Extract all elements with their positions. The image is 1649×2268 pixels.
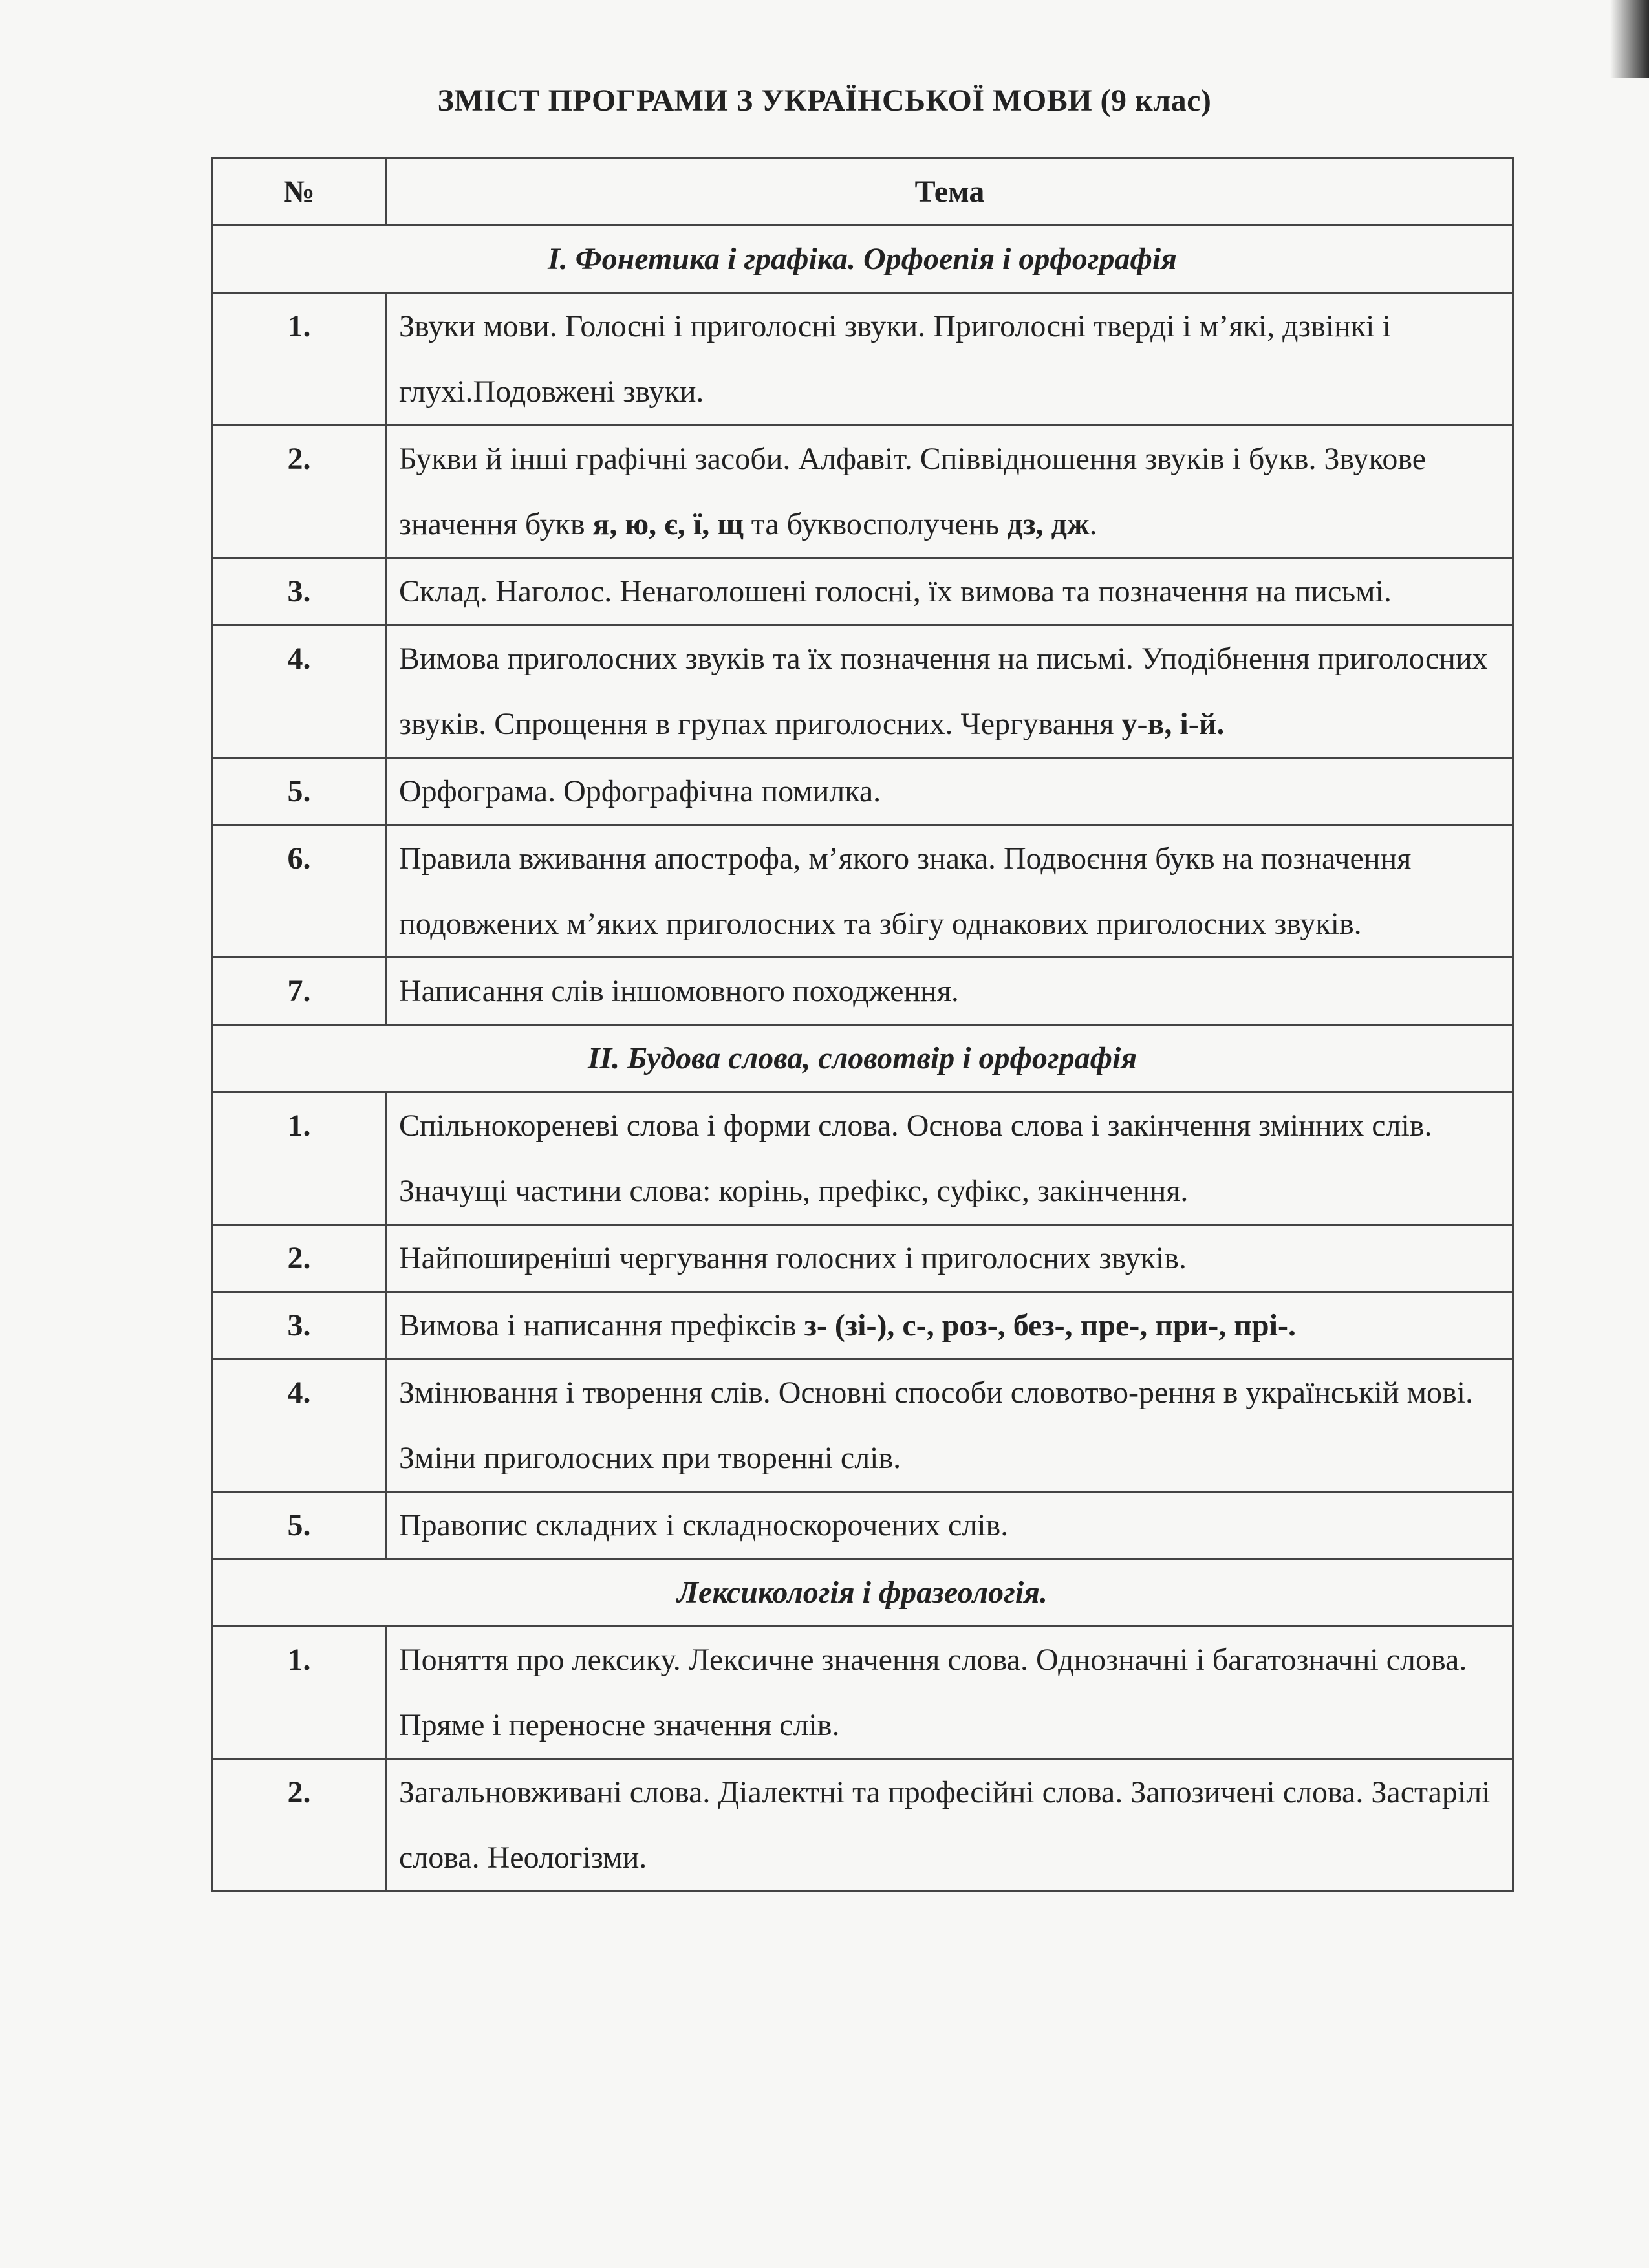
topic-number: 5. [212, 758, 387, 825]
topic-text: Звуки мови. Голосні і приголосні звуки. Приголосні тверді і м’які, дзвінкі і глухі.Подовжені звуки. [387, 293, 1513, 426]
topic-row [212, 1759, 1513, 1892]
topic-row [212, 293, 1513, 426]
scan-edge-shadow [1610, 0, 1649, 78]
topic-number: 1. [212, 1092, 387, 1225]
topic-text: Поняття про лексику. Лексичне значення слова. Однозначні і багатозначні слова. Пряме і переносне значення слів. [387, 1626, 1513, 1759]
topic-number: 7. [212, 958, 387, 1025]
section-title: Лексикологія і фразеологія. [212, 1559, 1513, 1626]
topic-text: Правопис складних і складноскорочених слів. [387, 1492, 1513, 1559]
topic-text: Спільнокореневі слова і форми слова. Основа слова і закінчення змінних слів. Значущі частини слова: корінь, префікс, суфікс, закінчення. [387, 1092, 1513, 1225]
topic-text: Вимова приголосних звуків та їх позначення на письмі. Уподібнення приголосних звуків. Спрощення в групах приголосних. Чергування у-в, і-й. [387, 625, 1513, 758]
section-row [212, 226, 1513, 293]
topic-text: Правила вживання апострофа, м’якого знака. Подвоєння букв на позначення подовжених м’яких приголосних та збігу однакових приголосних звуків. [387, 825, 1513, 958]
topic-text: Написання слів іншомовного походження. [387, 958, 1513, 1025]
topic-text-emphasis: з- (зі-), с-, роз-, без-, пре-, при-, прі-. [804, 1308, 1296, 1343]
topic-number: 2. [212, 1225, 387, 1292]
topic-row [212, 1292, 1513, 1359]
topic-text-emphasis: я, ю, є, ї, щ [592, 507, 744, 541]
table-header-row [212, 158, 1513, 226]
topic-number: 1. [212, 293, 387, 426]
topic-text: Найпоширеніші чергування голосних і приголосних звуків. [387, 1225, 1513, 1292]
section-row [212, 1559, 1513, 1626]
topic-text: Змінювання і творення слів. Основні способи словотво-рення в українській мові. Зміни приголосних при творенні слів. [387, 1359, 1513, 1492]
topic-row [212, 758, 1513, 825]
program-table-body [212, 158, 1513, 1892]
header-topic: Тема [387, 158, 1513, 226]
topic-text: Букви й інші графічні засоби. Алфавіт. Співвідношення звуків і букв. Звукове значення букв я, ю, є, ї, щ та буквосполучень дз, дж. [387, 426, 1513, 558]
topic-number: 3. [212, 1292, 387, 1359]
topic-number: 4. [212, 1359, 387, 1492]
topic-text-emphasis: дз, дж [1007, 507, 1090, 541]
topic-text: Загальновживані слова. Діалектні та професійні слова. Запозичені слова. Застарілі слова. Неологізми. [387, 1759, 1513, 1892]
document-title: ЗМІСТ ПРОГРАМИ З УКРАЇНСЬКОЇ МОВИ (9 клас) [437, 83, 1212, 118]
header-number: № [212, 158, 387, 226]
topic-text: Склад. Наголос. Ненаголошені голосні, їх вимова та позначення на письмі. [387, 558, 1513, 625]
topic-number: 3. [212, 558, 387, 625]
topic-number: 4. [212, 625, 387, 758]
topic-text: Вимова і написання префіксів з- (зі-), с-, роз-, без-, пре-, при-, прі-. [387, 1292, 1513, 1359]
program-table [211, 157, 1514, 1892]
topic-row [212, 1225, 1513, 1292]
section-title: І. Фонетика і графіка. Орфоепія і орфографія [212, 226, 1513, 293]
topic-number: 5. [212, 1492, 387, 1559]
topic-row [212, 1092, 1513, 1225]
topic-row [212, 1359, 1513, 1492]
topic-row [212, 1492, 1513, 1559]
topic-text: Орфограма. Орфографічна помилка. [387, 758, 1513, 825]
topic-row [212, 1626, 1513, 1759]
topic-row [212, 625, 1513, 758]
topic-row [212, 558, 1513, 625]
topic-number: 6. [212, 825, 387, 958]
topic-number: 2. [212, 1759, 387, 1892]
topic-number: 2. [212, 426, 387, 558]
section-title: ІІ. Будова слова, словотвір і орфографія [212, 1025, 1513, 1092]
topic-row [212, 426, 1513, 558]
topic-row [212, 958, 1513, 1025]
topic-text-emphasis: у-в, і-й. [1121, 707, 1225, 741]
section-row [212, 1025, 1513, 1092]
topic-row [212, 825, 1513, 958]
topic-number: 1. [212, 1626, 387, 1759]
